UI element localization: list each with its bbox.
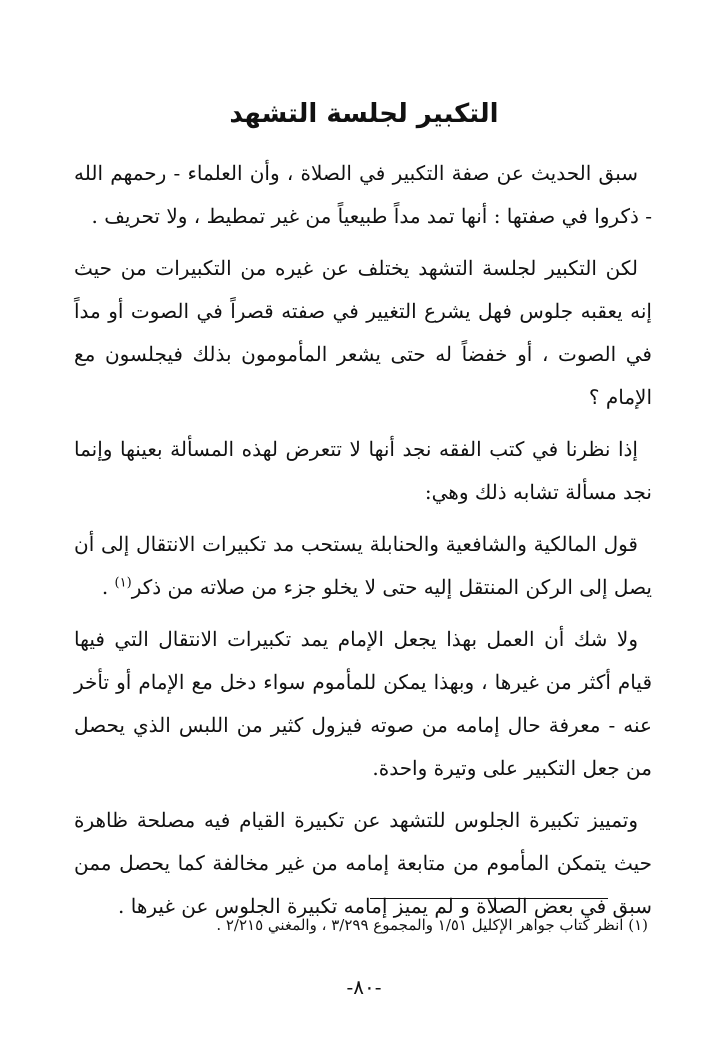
paragraph-4 [74, 523, 652, 609]
page-title: التكبير لجلسة التشهد [229, 99, 499, 129]
page-number: -٨٠- [346, 975, 382, 999]
paragraph-4-text: قول المالكية والشافعية والحنابلة يستحب مد تكبيرات الانتقال إلى أن يصل إلى الركن المنتقل إليه حتى لا يخلو جزء من صلاته من ذكر [74, 532, 652, 599]
footnote: (١) انظر كتاب جواهر الإكليل ١/٥١ والمجموع ٣/٢٩٩ ، والمغني ٢/٢١٥ . [216, 916, 648, 934]
footnote-reference: (١) [114, 575, 132, 591]
paragraph-2: لكن التكبير لجلسة التشهد يختلف عن غيره من التكبيرات من حيث إنه يعقبه جلوس فهل يشرع التغيير في صفته قصراً في الصوت أو مداً في الصوت ، أو خفضاً له حتى يشعر المأمومون بذلك فيجلسون مع الإمام ؟ [74, 256, 652, 409]
footnote-divider [370, 898, 608, 899]
paragraph-6: وتمييز تكبيرة الجلوس للتشهد عن تكبيرة القيام فيه مصلحة ظاهرة حيث يتمكن المأموم من متابعة إمامه من غير مخالفة كما يحصل ممن سبق في بعض الصلاة و لم يميز إمامه تكبيرة الجلوس عن غيرها . [74, 808, 652, 918]
paragraph-3: إذا نظرنا في كتب الفقه نجد أنها لا تتعرض لهذه المسألة بعينها وإنما نجد مسألة تشابه ذلك وهي: [74, 437, 652, 504]
body-text [74, 152, 652, 937]
paragraph-1: سبق الحديث عن صفة التكبير في الصلاة ، وأن العلماء - رحمهم الله - ذكروا في صفتها : أنها تمد مداً طبيعياً من غير تمطيط ، ولا تحريف . [74, 161, 652, 228]
paragraph-5: ولا شك أن العمل بهذا يجعل الإمام يمد تكبيرات الانتقال التي فيها قيام أكثر من غيرها ، وبهذا يمكن للمأموم سواء دخل مع الإمام أو تأخر عنه - معرفة حال إمامه من صوته فيزول كثير من اللبس الذي يحصل من جعل التكبير على وتيرة واحدة. [74, 627, 652, 780]
paragraph-4-end: . [101, 575, 115, 599]
